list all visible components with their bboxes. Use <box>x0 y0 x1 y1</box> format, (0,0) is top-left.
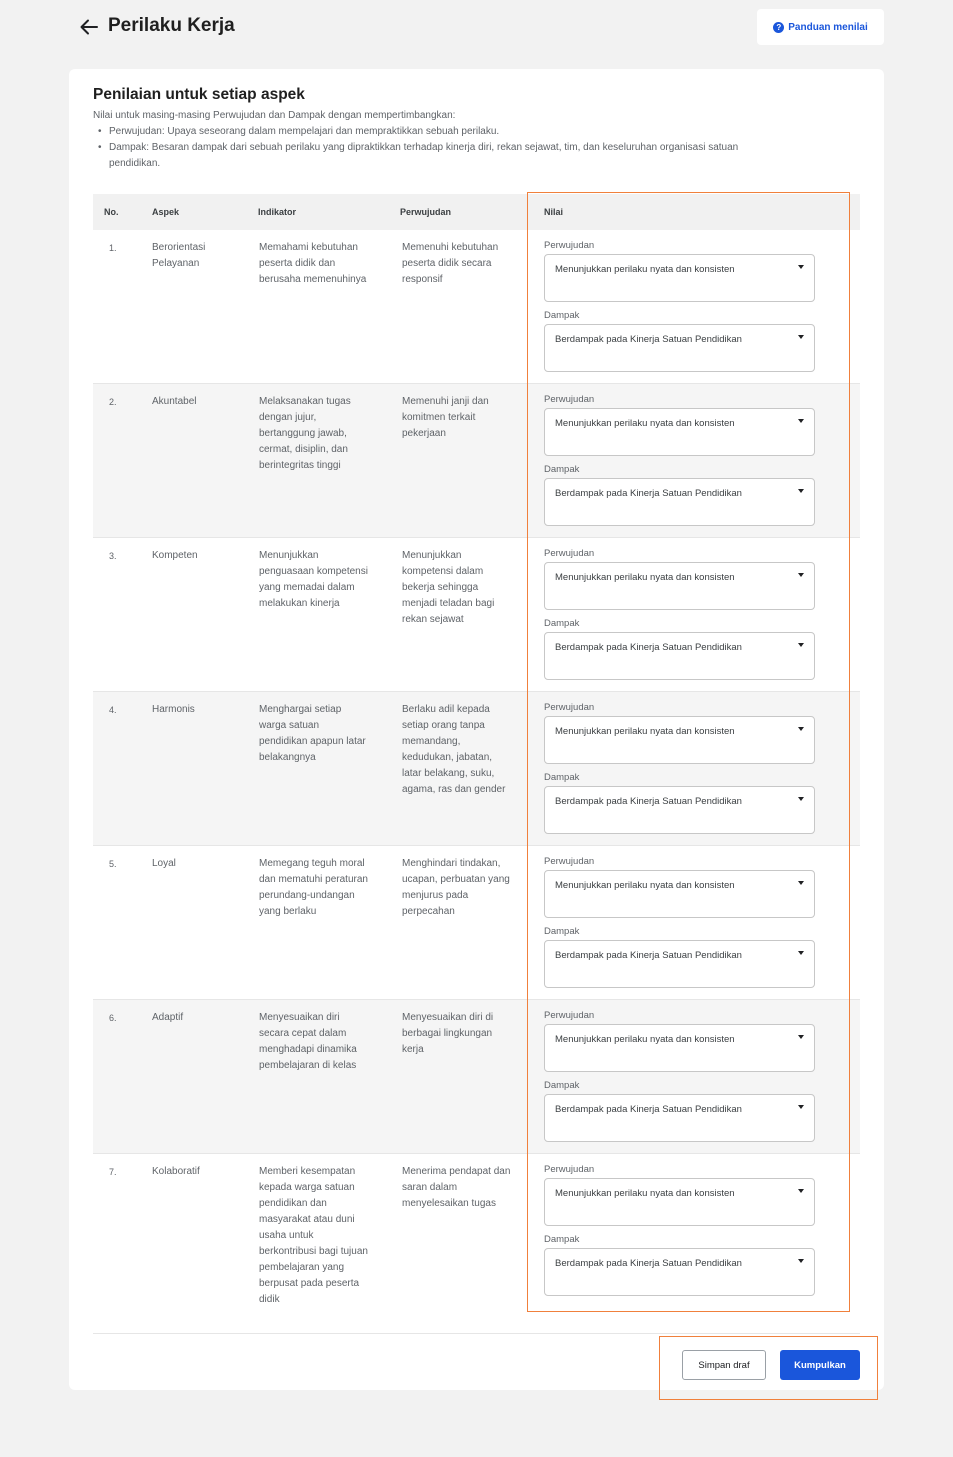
row-nilai <box>544 392 816 532</box>
bullet-perwujudan: • Perwujudan: Upaya seseorang dalam mempelajari dan mempraktikkan sebuah perilaku. <box>93 124 743 140</box>
table-row <box>93 1000 860 1154</box>
dampak-select[interactable] <box>544 786 815 834</box>
help-circle-icon: ? <box>773 22 784 33</box>
top-bar <box>0 0 953 56</box>
dampak-select[interactable] <box>544 1248 815 1296</box>
dampak-select-value: Berdampak pada Kinerja Satuan Pendidikan <box>555 334 742 345</box>
perwujudan-select[interactable] <box>544 716 815 764</box>
dampak-select-value: Berdampak pada Kinerja Satuan Pendidikan <box>555 950 742 961</box>
submit-button[interactable]: Kumpulkan <box>780 1350 860 1380</box>
row-indikator: Menyesuaikan diri secara cepat dalam menghadapi dinamika pembelajaran di kelas <box>259 1012 357 1071</box>
dampak-select[interactable] <box>544 632 815 680</box>
chevron-down-icon <box>798 1259 804 1263</box>
row-perwujudan: Menunjukkan kompetensi dalam bekerja sehingga menjadi teladan bagi rekan sejawat <box>402 550 495 625</box>
dampak-label: Dampak <box>544 464 580 475</box>
row-aspek: Akuntabel <box>152 396 197 407</box>
chevron-down-icon <box>798 643 804 647</box>
intro-text <box>93 108 743 172</box>
row-nilai <box>544 854 816 994</box>
dampak-select[interactable] <box>544 940 815 988</box>
table-row <box>93 846 860 1000</box>
perwujudan-label: Perwujudan <box>544 548 595 559</box>
table-row <box>93 384 860 538</box>
row-number: 6. <box>109 1013 117 1023</box>
chevron-down-icon <box>798 419 804 423</box>
row-nilai <box>544 1162 816 1302</box>
perwujudan-label: Perwujudan <box>544 394 595 405</box>
assessment-card <box>69 69 884 1390</box>
row-indikator: Menunjukkan penguasaan kompetensi yang memadai dalam melakukan kinerja <box>259 550 368 609</box>
perwujudan-label: Perwujudan <box>544 1164 595 1175</box>
table-row <box>93 692 860 846</box>
perwujudan-select-value: Menunjukkan perilaku nyata dan konsisten <box>555 880 735 891</box>
row-nilai <box>544 546 816 686</box>
row-nilai <box>544 700 816 840</box>
dampak-select-value: Berdampak pada Kinerja Satuan Pendidikan <box>555 796 742 807</box>
perwujudan-select-value: Menunjukkan perilaku nyata dan konsisten <box>555 1188 735 1199</box>
row-aspek: Berorientasi Pelayanan <box>152 242 206 269</box>
perwujudan-select-value: Menunjukkan perilaku nyata dan konsisten <box>555 418 735 429</box>
dampak-select-value: Berdampak pada Kinerja Satuan Pendidikan <box>555 1104 742 1115</box>
intro-line: Nilai untuk masing-masing Perwujudan dan Dampak dengan mempertimbangkan: <box>93 110 456 121</box>
row-nilai <box>544 1008 816 1148</box>
header-aspek: Aspek <box>152 207 180 217</box>
perwujudan-select[interactable] <box>544 562 815 610</box>
row-indikator: Memahami kebutuhan peserta didik dan berusaha memenuhinya <box>259 242 367 285</box>
dampak-select[interactable] <box>544 478 815 526</box>
header-indikator: Indikator <box>258 207 297 217</box>
perwujudan-label: Perwujudan <box>544 702 595 713</box>
perwujudan-select-value: Menunjukkan perilaku nyata dan konsisten <box>555 572 735 583</box>
chevron-down-icon <box>798 727 804 731</box>
perwujudan-select-value: Menunjukkan perilaku nyata dan konsisten <box>555 1034 735 1045</box>
row-number: 4. <box>109 705 117 715</box>
row-perwujudan: Berlaku adil kepada setiap orang tanpa memandang, kedudukan, jabatan, latar belakang, suku, agama, ras dan gender <box>402 704 506 795</box>
row-aspek: Loyal <box>152 858 176 869</box>
chevron-down-icon <box>798 951 804 955</box>
row-number: 3. <box>109 551 117 561</box>
row-aspek: Kompeten <box>152 550 198 561</box>
chevron-down-icon <box>798 1189 804 1193</box>
header-no: No. <box>104 207 119 217</box>
chevron-down-icon <box>798 1035 804 1039</box>
chevron-down-icon <box>798 1105 804 1109</box>
row-aspek: Adaptif <box>152 1012 184 1023</box>
row-perwujudan: Menerima pendapat dan saran dalam menyelesaikan tugas <box>402 1166 511 1209</box>
row-aspek: Kolaboratif <box>152 1166 200 1177</box>
perwujudan-select-value: Menunjukkan perilaku nyata dan konsisten <box>555 726 735 737</box>
row-indikator: Memegang teguh moral dan mematuhi peraturan perundang-undangan yang berlaku <box>259 858 368 917</box>
dampak-label: Dampak <box>544 772 580 783</box>
row-perwujudan: Menyesuaikan diri di berbagai lingkungan kerja <box>402 1012 494 1055</box>
dampak-select[interactable] <box>544 1094 815 1142</box>
row-number: 1. <box>109 243 117 253</box>
guide-button[interactable] <box>757 9 884 45</box>
row-aspek: Harmonis <box>152 704 195 715</box>
page-title: Perilaku Kerja <box>108 15 235 36</box>
table-row <box>93 538 860 692</box>
dampak-select-value: Berdampak pada Kinerja Satuan Pendidikan <box>555 1258 742 1269</box>
chevron-down-icon <box>798 335 804 339</box>
table-row <box>93 1154 860 1334</box>
perwujudan-select[interactable] <box>544 1024 815 1072</box>
perwujudan-select-value: Menunjukkan perilaku nyata dan konsisten <box>555 264 735 275</box>
row-perwujudan: Menghindari tindakan, ucapan, perbuatan yang menjurus pada perpecahan <box>402 858 510 917</box>
row-indikator: Menghargai setiap warga satuan pendidikan apapun latar belakangnya <box>259 704 366 763</box>
dampak-select-value: Berdampak pada Kinerja Satuan Pendidikan <box>555 488 742 499</box>
dampak-select-value: Berdampak pada Kinerja Satuan Pendidikan <box>555 642 742 653</box>
save-draft-button[interactable]: Simpan draf <box>682 1350 766 1380</box>
back-arrow-icon[interactable] <box>78 16 100 38</box>
row-number: 2. <box>109 397 117 407</box>
chevron-down-icon <box>798 573 804 577</box>
dampak-label: Dampak <box>544 1080 580 1091</box>
bullet-dampak: • Dampak: Besaran dampak dari sebuah perilaku yang dipraktikkan terhadap kinerja diri, rekan sejawat, tim, dan keseluruhan organisasi satuan pendidikan. <box>93 140 743 172</box>
perwujudan-label: Perwujudan <box>544 856 595 867</box>
dampak-label: Dampak <box>544 310 580 321</box>
row-indikator: Melaksanakan tugas dengan jujur, bertanggung jawab, cermat, disiplin, dan berintegritas tinggi <box>259 396 351 471</box>
table-header <box>93 194 860 230</box>
perwujudan-select[interactable] <box>544 870 815 918</box>
dampak-select[interactable] <box>544 324 815 372</box>
dampak-label: Dampak <box>544 1234 580 1245</box>
dampak-label: Dampak <box>544 618 580 629</box>
row-perwujudan: Memenuhi janji dan komitmen terkait pekerjaan <box>402 396 489 439</box>
table-row <box>93 230 860 384</box>
chevron-down-icon <box>798 881 804 885</box>
chevron-down-icon <box>798 265 804 269</box>
row-number: 7. <box>109 1167 117 1177</box>
card-title: Penilaian untuk setiap aspek <box>93 86 305 103</box>
perwujudan-label: Perwujudan <box>544 1010 595 1021</box>
row-indikator: Memberi kesempatan kepada warga satuan pendidikan dan masyarakat atau duni usaha untuk berkontribusi bagi tujuan pembelajaran yang berpusat pada peserta didik <box>259 1166 368 1305</box>
row-perwujudan: Memenuhi kebutuhan peserta didik secara responsif <box>402 242 499 285</box>
chevron-down-icon <box>798 489 804 493</box>
intro-bullets <box>93 124 743 172</box>
row-number: 5. <box>109 859 117 869</box>
header-perwujudan: Perwujudan <box>400 207 452 217</box>
header-nilai: Nilai <box>544 207 564 217</box>
guide-button-label: Panduan menilai <box>788 21 868 33</box>
row-nilai <box>544 238 816 378</box>
chevron-down-icon <box>798 797 804 801</box>
perwujudan-select[interactable] <box>544 1178 815 1226</box>
perwujudan-label: Perwujudan <box>544 240 595 251</box>
dampak-label: Dampak <box>544 926 580 937</box>
perwujudan-select[interactable] <box>544 408 815 456</box>
perwujudan-select[interactable] <box>544 254 815 302</box>
